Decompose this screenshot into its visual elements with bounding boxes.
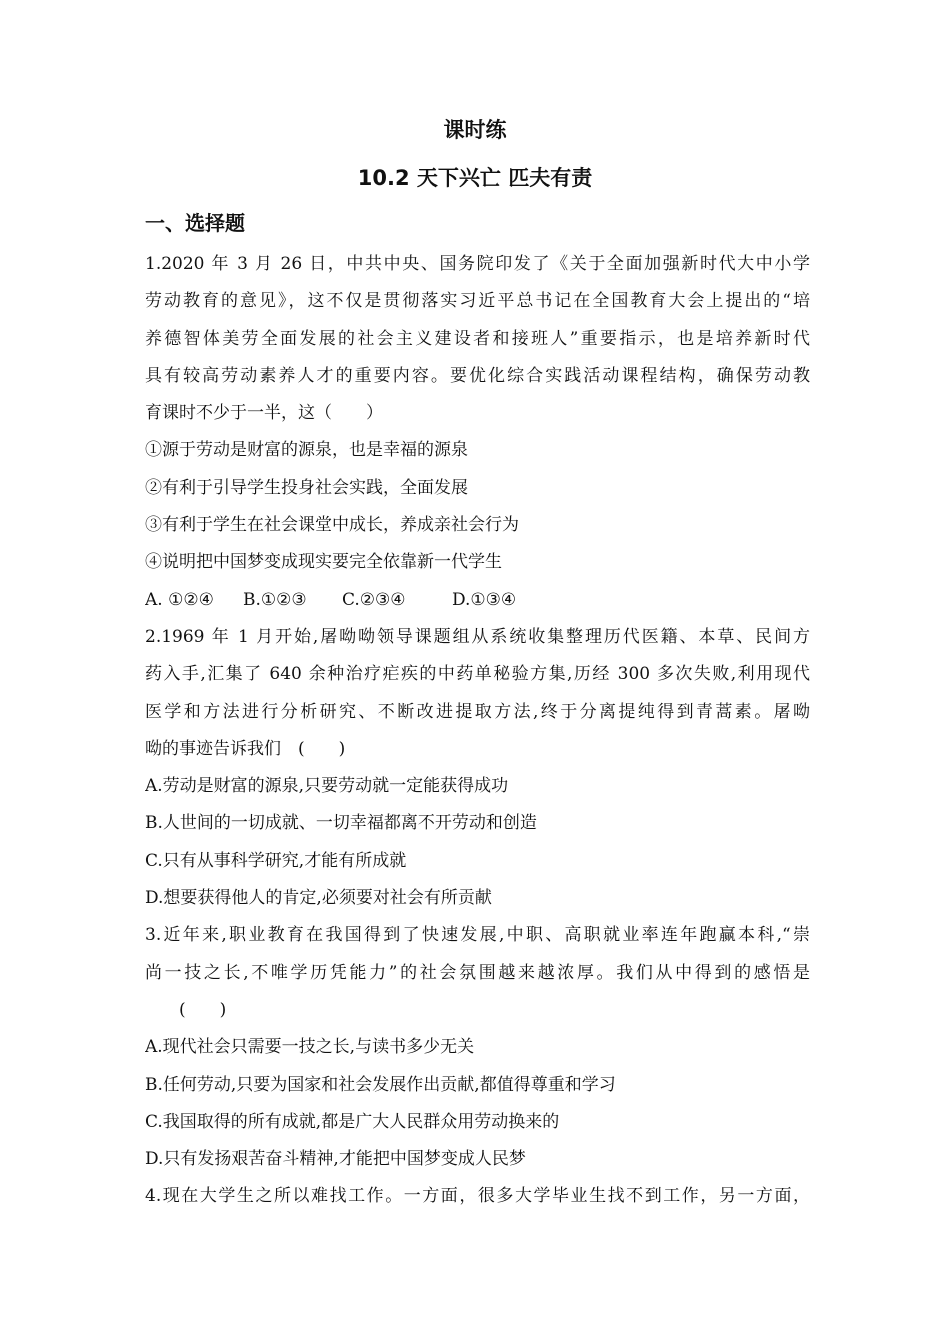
question-1-option-c: C.②③④ [342,589,406,610]
question-1-option-b: B.①②③ [243,589,307,610]
question-1-statement: ①源于劳动是财富的源泉，也是幸福的源泉 [145,440,468,461]
question-2-option-c: C.只有从事科学研究,才能有所成就 [145,850,407,871]
question-1-option-a: A. ①②④ [145,589,214,610]
question-2-option-a: A.劳动是财富的源泉,只要劳动就一定能获得成功 [145,776,509,797]
question-1-line: 育课时不少于一半，这（ ） [145,403,383,424]
question-1-statement: ④说明把中国梦变成现实要完全依靠新一代学生 [145,552,502,573]
lesson-subtitle: 10.2 天下兴亡 匹夫有责 [357,166,593,190]
question-2-line: 呦的事迹告诉我们 ( ) [145,738,346,759]
question-1-line: 具有较高劳动素养人才的重要内容。要优化综合实践活动课程结构，确保劳动教 [145,365,810,386]
section-heading: 一、选择题 [145,211,245,235]
question-1-line: 养德智体美劳全面发展的社会主义建设者和接班人”重要指示，也是培养新时代 [145,328,810,349]
question-2-option-d: D.想要获得他人的肯定,必须要对社会有所贡献 [145,888,492,909]
question-3-option-d: D.只有发扬艰苦奋斗精神,才能把中国梦变成人民梦 [145,1149,526,1170]
question-1-option-d: D.①③④ [452,589,517,610]
question-3-line: 3.近年来,职业教育在我国得到了快速发展,中职、高职就业率连年跑赢本科,“崇 [145,925,810,946]
question-1-options [145,582,810,619]
question-3-line: 尚一技之长,不唯学历凭能力”的社会氛围越来越浓厚。我们从中得到的感悟是 [145,962,810,983]
question-list [145,246,810,1216]
question-1-statement: ③有利于学生在社会课堂中成长，养成亲社会行为 [145,515,519,536]
page-title: 课时练 [443,118,507,142]
question-1-line: 1.2020 年 3 月 26 日，中共中央、国务院印发了《关于全面加强新时代大中小学 [145,254,810,274]
question-3-option-b: B.任何劳动,只要为国家和社会发展作出贡献,都值得尊重和学习 [145,1074,616,1095]
question-2-line: 医学和方法进行分析研究、不断改进提取方法,终于分离提纯得到青蒿素。屠呦 [145,701,810,722]
question-1-line: 劳动教育的意见》，这不仅是贯彻落实习近平总书记在全国教育大会上提出的“培 [145,291,810,312]
question-3-option-a: A.现代社会只需要一技之长,与读书多少无关 [145,1037,475,1058]
question-2-option-b: B.人世间的一切成就、一切幸福都离不开劳动和创造 [145,813,537,834]
question-2-line: 药入手,汇集了 640 余种治疗疟疾的中药单秘验方集,历经 300 多次失败,利用现代 [145,664,810,685]
question-1-statement: ②有利于引导学生投身社会实践，全面发展 [145,477,468,498]
question-2-line: 2.1969 年 1 月开始,屠呦呦领导课题组从系统收集整理历代医籍、本草、民间方 [145,626,810,647]
question-3-line: ( ) [145,999,227,1020]
question-4-line: 4.现在大学生之所以难找工作。一方面，很多大学毕业生找不到工作，另一方面， [145,1186,810,1207]
question-3-option-c: C.我国取得的所有成就,都是广大人民群众用劳动换来的 [145,1111,560,1132]
